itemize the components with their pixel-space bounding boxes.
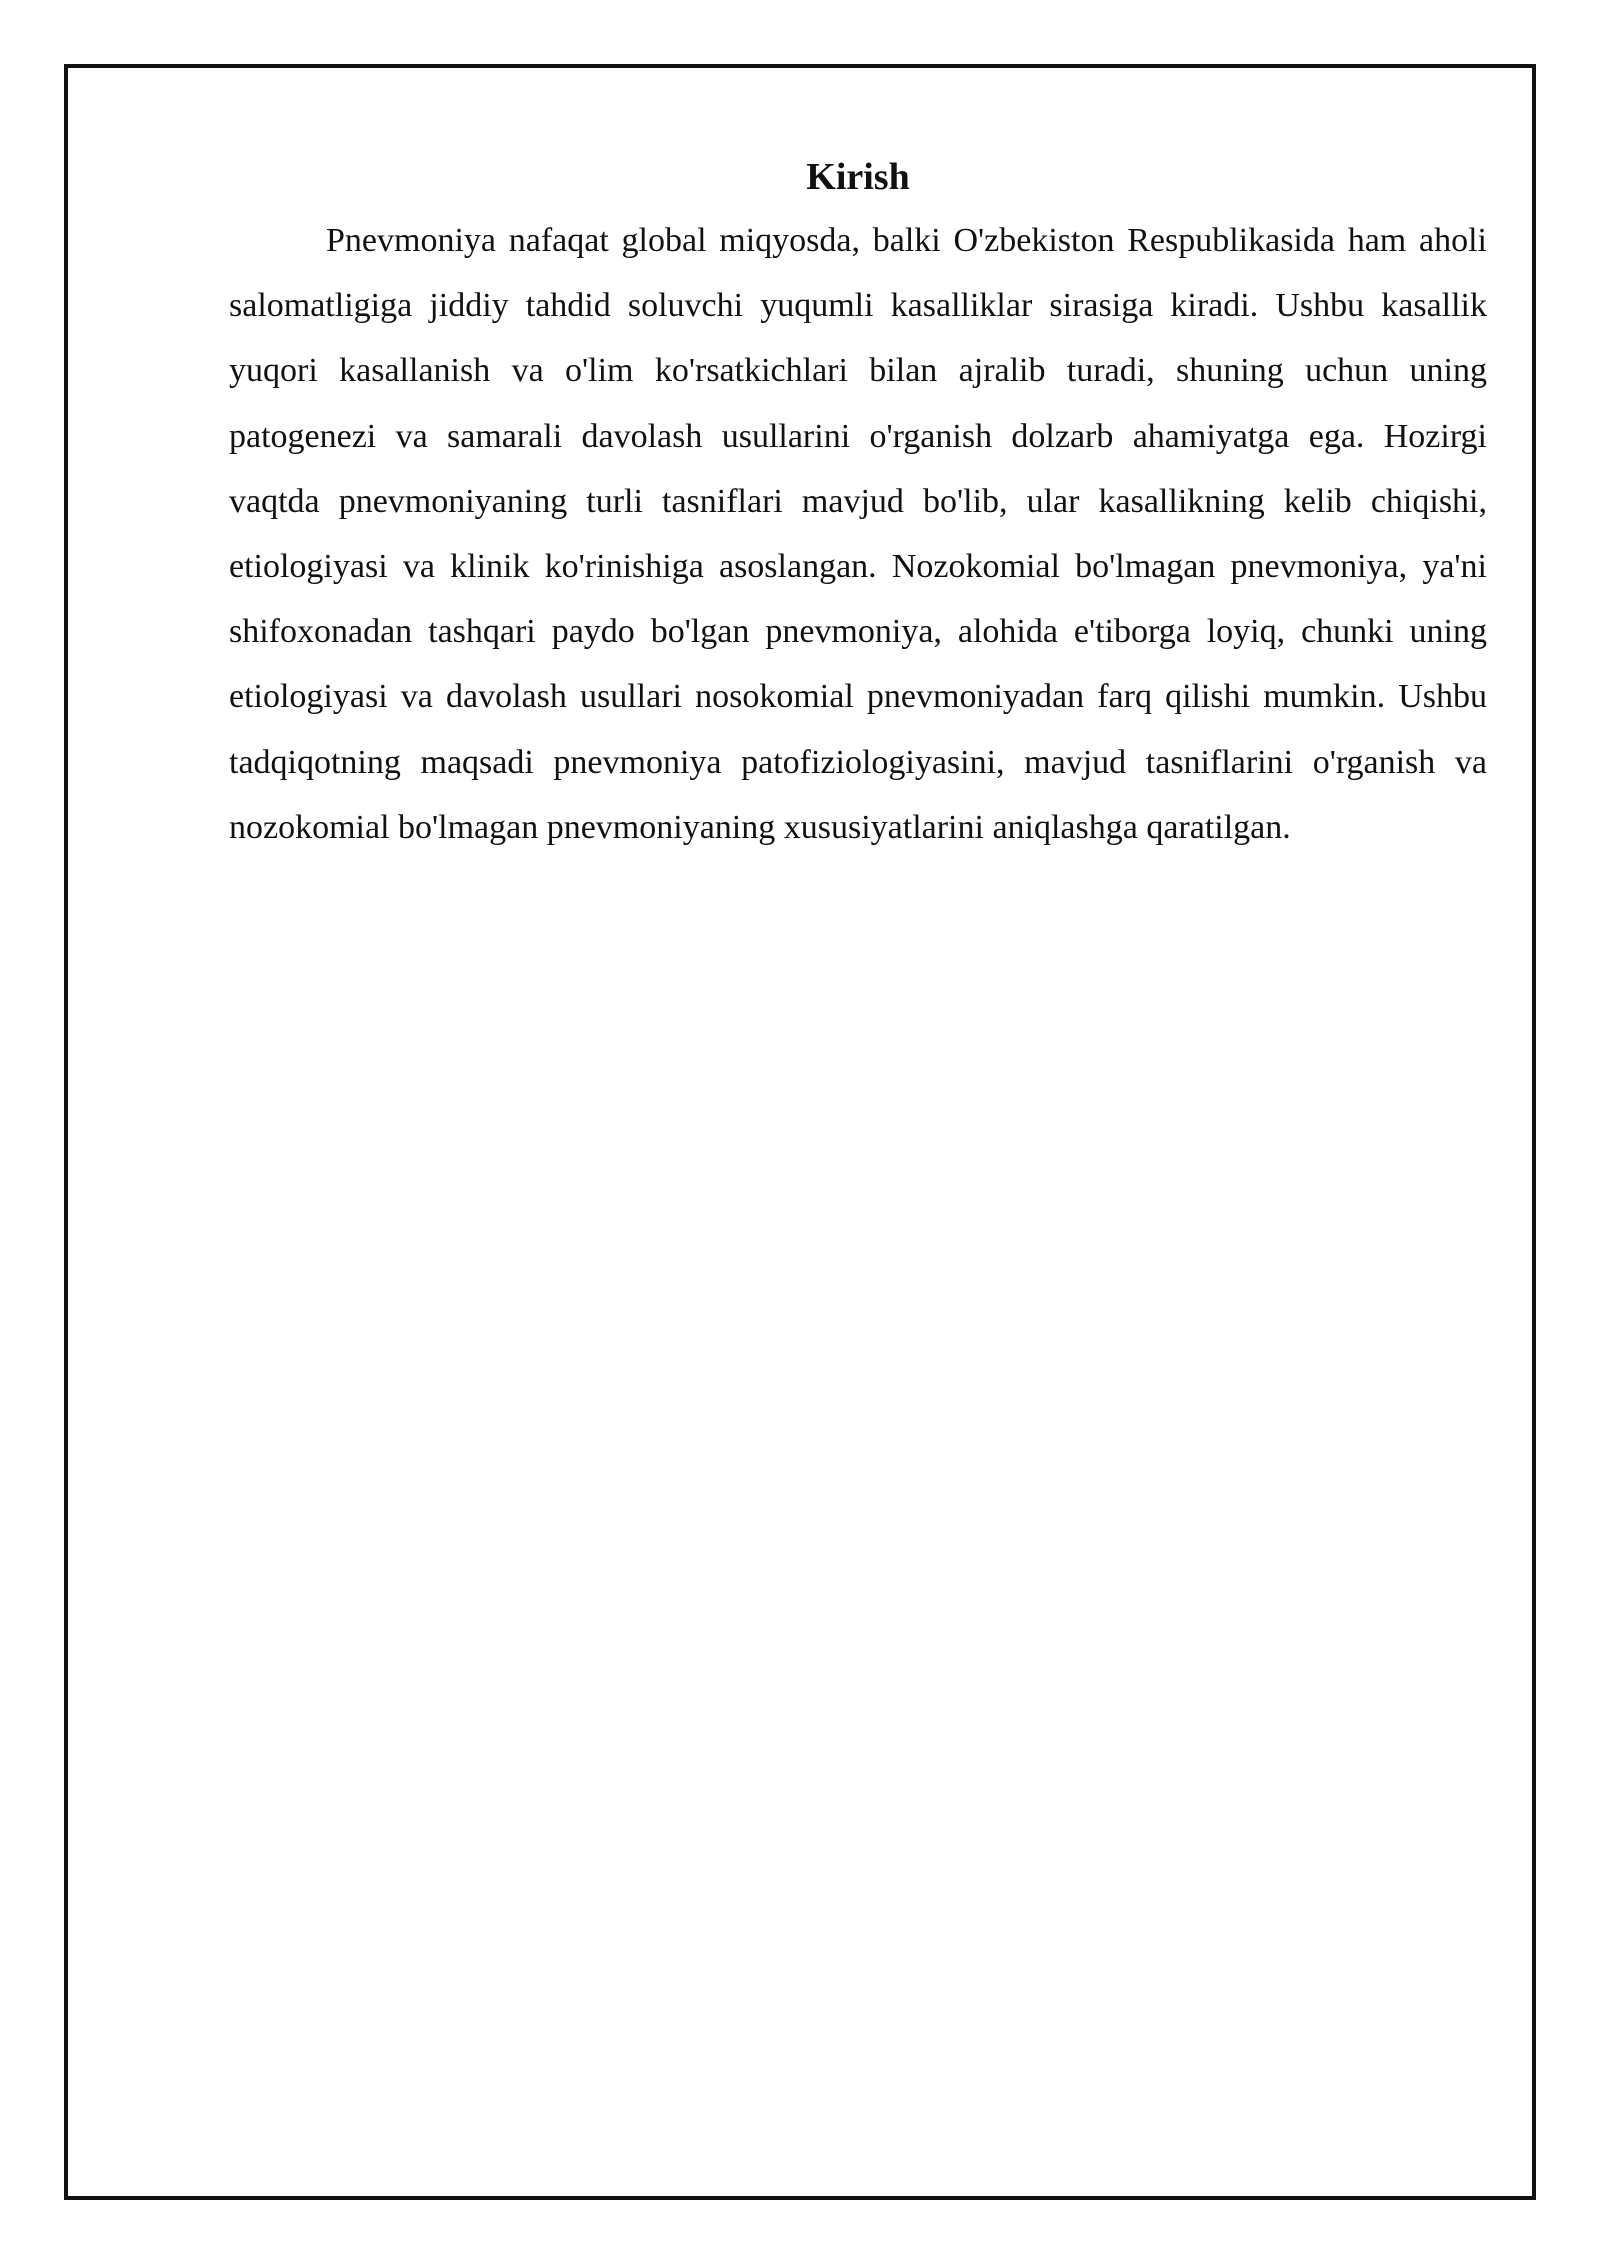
- introduction-paragraph: Pnevmoniya nafaqat global miqyosda, balki O'zbekiston Respublikasida ham aholi salomatligiga jiddiy tahdid soluvchi yuqumli kasalliklar sirasiga kiradi. Ushbu kasallik yuqori kasallanish va o'lim ko'rsatkichlari bilan ajralib turadi, shuning uchun uning patogenezi va samarali davolash usullarini o'rganish dolzarb ahamiyatga ega. Hozirgi vaqtda pnevmoniyaning turli tasniflari mavjud bo'lib, ular kasallikning kelib chiqishi, etiologiyasi va klinik ko'rinishiga asoslangan. Nozokomial bo'lmagan pnevmoniya, ya'ni shifoxonadan tashqari paydo bo'lgan pnevmoniya, alohida e'tiborga loyiq, chunki uning etiologiyasi va davolash usullari nosokomial pnevmoniyadan farq qilishi mumkin. Ushbu tadqiqotning maqsadi pnevmoniya patofiziologiyasini, mavjud tasniflarini o'rganish va nozokomial bo'lmagan pnevmoniyaning xususiyatlarini aniqlashga qaratilgan.: [229, 222, 1487, 846]
- section-heading: Kirish: [806, 156, 910, 198]
- document-content: [229, 146, 1487, 860]
